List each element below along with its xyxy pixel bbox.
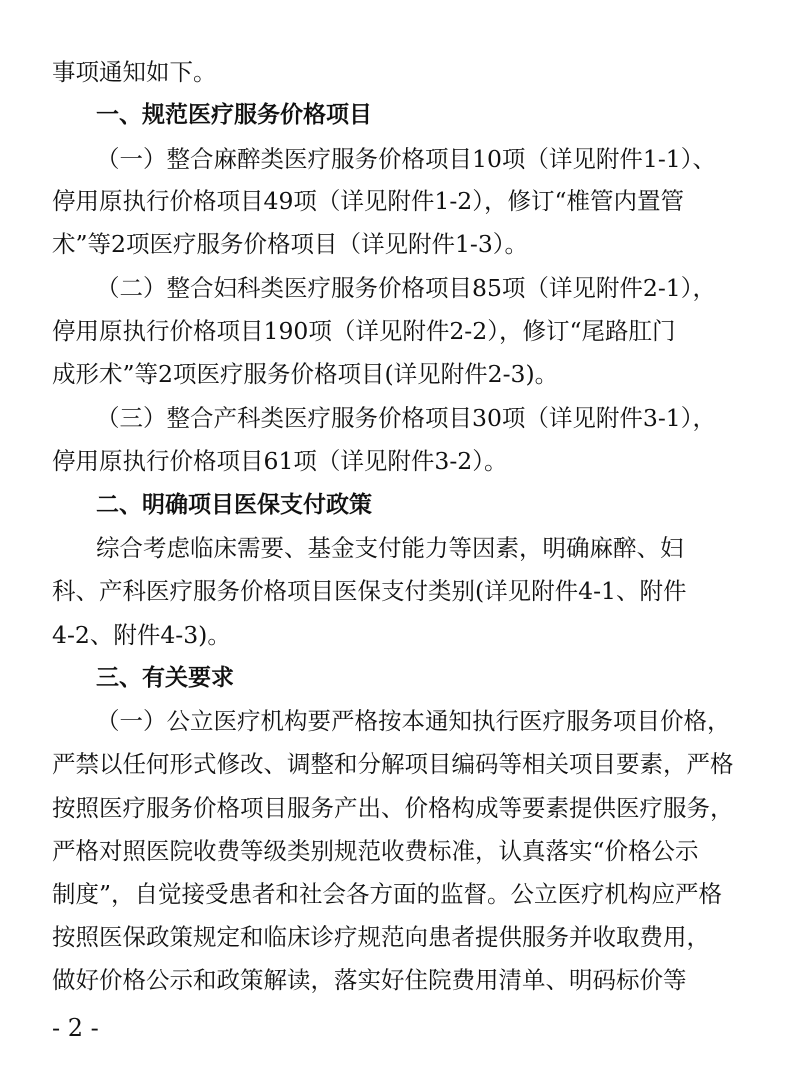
- body-text-line: 按照医保政策规定和临床诊疗规范向患者提供服务并收取费用，: [52, 923, 710, 951]
- body-text-line: 停用原执行价格项目49项（详见附件1-2），修订“椎管内置管: [52, 187, 685, 215]
- page-number: - 2 -: [52, 1014, 99, 1042]
- body-text-line: （一）公立医疗机构要严格按本通知执行医疗服务项目价格，: [96, 707, 731, 735]
- body-text-line: （三）整合产科类医疗服务价格项目30项（详见附件3-1），: [96, 404, 716, 432]
- section-heading: 一、规范医疗服务价格项目: [96, 102, 372, 128]
- body-text-line: 成形术”等2项医疗服务价格项目(详见附件2-3)。: [52, 360, 559, 388]
- body-text-line: 4-2、附件4-3)。: [52, 621, 231, 649]
- body-text-line: 按照医疗服务价格项目服务产出、价格构成等要素提供医疗服务，: [52, 794, 734, 822]
- section-heading: 三、有关要求: [96, 665, 234, 691]
- body-text-line: 做好价格公示和政策解读，落实好住院费用清单、明码标价等: [52, 966, 687, 994]
- body-text-line: （一）整合麻醉类医疗服务价格项目10项（详见附件1-1）、: [96, 145, 716, 173]
- body-text-line: 制度”，自觉接受患者和社会各方面的监督。公立医疗机构应严格: [52, 880, 723, 908]
- body-text-line: 术”等2项医疗服务价格项目（详见附件1-3）。: [52, 230, 529, 258]
- body-text-line: 综合考虑临床需要、基金支付能力等因素，明确麻醉、妇: [96, 534, 684, 562]
- body-text-line: 停用原执行价格项目190项（详见附件2-2），修订“尾路肛门: [52, 317, 676, 345]
- body-text-line: 科、产科医疗服务价格项目医保支付类别(详见附件4-1、附件: [52, 577, 687, 605]
- body-text-line: 严禁以任何形式修改、调整和分解项目编码等相关项目要素，严格: [52, 750, 734, 778]
- body-text-line: 停用原执行价格项目61项（详见附件3-2）。: [52, 447, 508, 475]
- body-text-line: （二）整合妇科类医疗服务价格项目85项（详见附件2-1），: [96, 274, 716, 302]
- body-text-line: 事项通知如下。: [52, 58, 217, 86]
- section-heading: 二、明确项目医保支付政策: [96, 492, 372, 518]
- body-text-line: 严格对照医院收费等级类别规范收费标准，认真落实“价格公示: [52, 837, 699, 865]
